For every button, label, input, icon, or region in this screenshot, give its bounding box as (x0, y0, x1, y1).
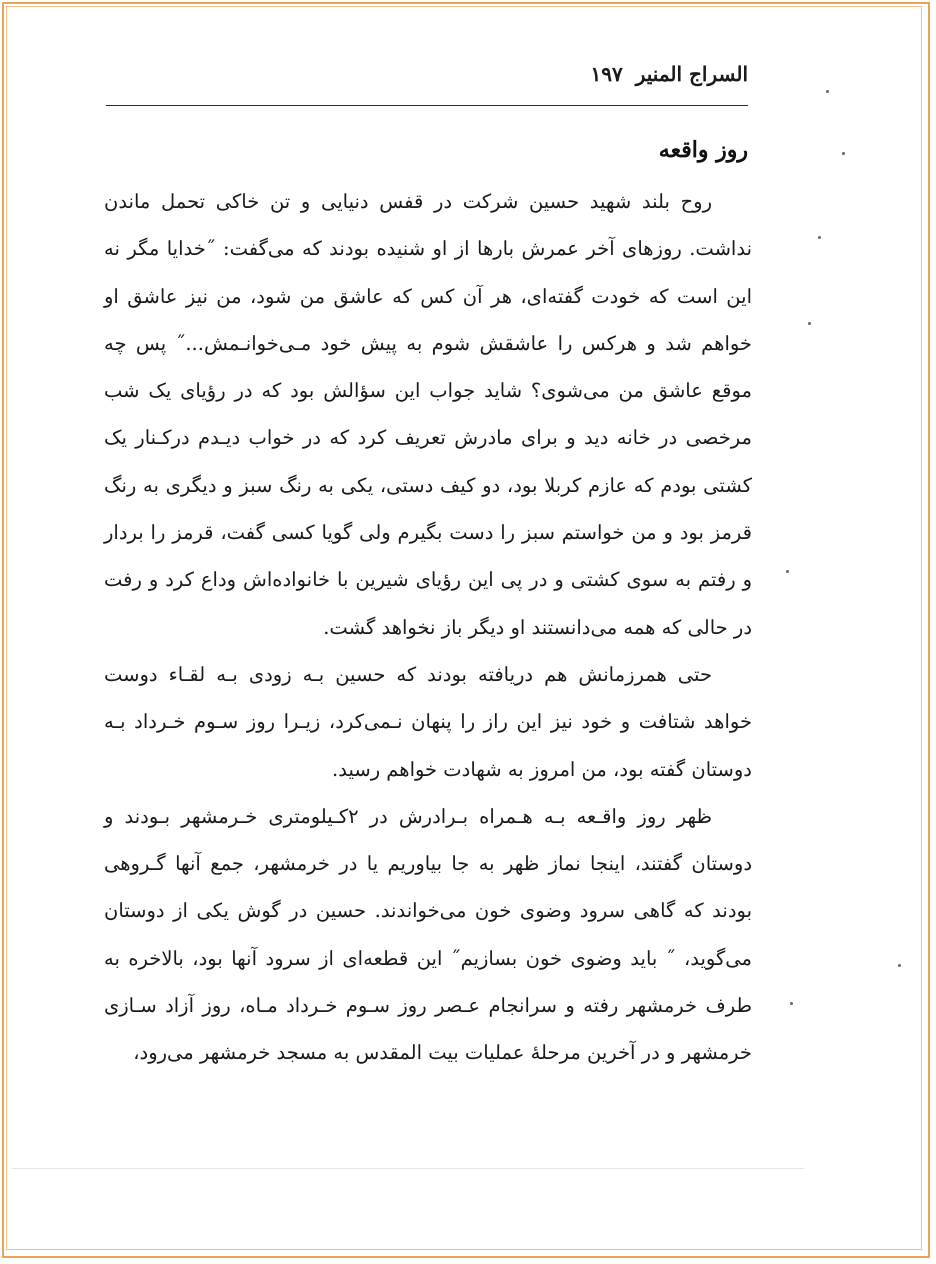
scan-speck (818, 236, 821, 239)
scan-edge-line (12, 1168, 804, 1169)
paragraph: ظهر روز واقـعه بـه هـمراه بـرادرش در ۲کـیلومتری خـرمشهر بـودند و دوستان گفتند، اینجا نماز ظهر به جا بیاوریم یا در خرمشهر، جمع آنها گـروهی بودند که گاهی سرود وضوی خون می‌خواندند. حسین در گوش یکی از دوستان می‌گوید، ˝ باید وضوی خون بسازیم˝ این قطعه‌ای از سرود آنها بود، بالاخره به طرف خرمشهر رفته و سرانجام عـصر روز سـوم خـرداد مـاه، روز آزاد سـازی خرمشهر و در آخرین مرحلهٔ عملیات بیت المقدس به مسجد خرمشهر می‌رود، (104, 804, 752, 1065)
scan-speck (826, 90, 829, 93)
body-text (104, 178, 752, 1077)
paragraph: حتی همرزمانش هم دریافته بودند که حسین بـه زودی بـه لقـاء دوست خواهد شتافت و خود نیز این راز را پنهان نـمی‌کرد، زیـرا روز سـوم خـرداد بـه دوستان گفته بود، من امروز به شهادت خواهم رسید. (104, 662, 752, 781)
scan-speck (786, 570, 789, 573)
header-divider (106, 105, 748, 106)
book-title: السراج المنیر (635, 62, 748, 86)
scan-speck (790, 1002, 793, 1005)
scan-speck (808, 322, 811, 325)
scan-speck (898, 964, 901, 967)
section-title: روز واقعه (658, 137, 748, 163)
running-header (106, 62, 748, 98)
paragraph: روح بلند شهید حسین شرکت در قفس دنیایی و تن خاکی تحمل ماندن نداشت. روزهای آخر عمرش بارها از او شنیده بودند که می‌گفت: ˝خدایا مگر نه این است که خودت گفته‌ای، هر آن کس که عاشق من شود، من نیز عاشق او خواهم شد و هرکس را عاشقش شوم به پیش خود مـی‌خوانـمش...˝ پس چه موقع عاشق من می‌شوی؟ شاید جواب این سؤالش بود که در رؤیای یک شب مرخصی در خانه دید و برای مادرش تعریف کرد که در خواب دیـدم درکـنار یک کشتی بودم که عازم کربلا بود، دو کیف دستی، یکی به رنگ سبز و دیگری به رنگ قرمز بود و من خواستم سبز را دست بگیرم ولی گویا کسی گفت، قرمز را بردار و رفتم به سوی کشتی و در پی این رؤیای شیرین با خانواده‌اش وداع کرد و رفت در حالی که همه می‌دانستند او دیگر باز نخواهد گشت. (104, 190, 752, 639)
page-number: ۱۹۷ (590, 62, 623, 86)
scan-speck (842, 152, 845, 155)
